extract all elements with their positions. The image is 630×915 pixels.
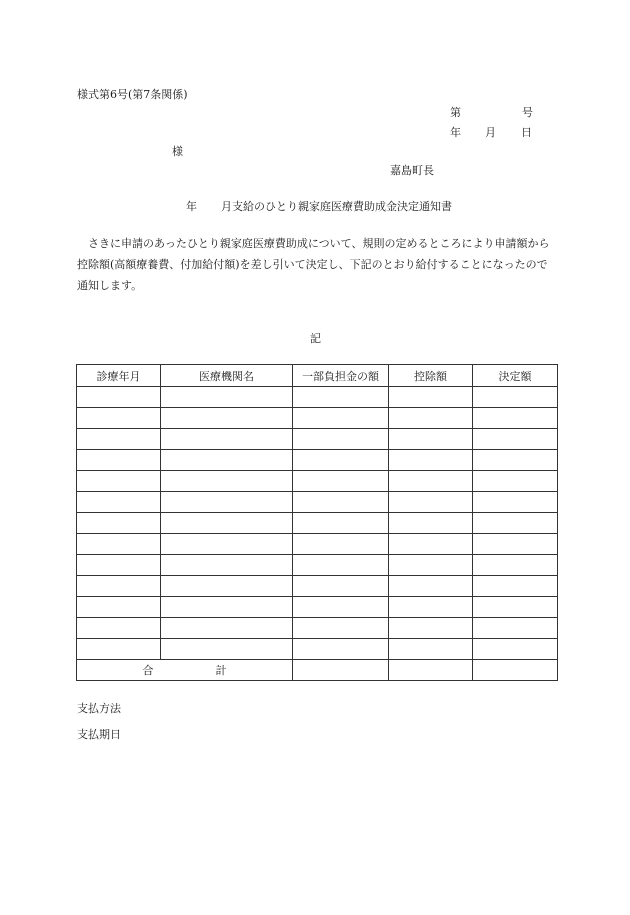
total-decided-cell[interactable] bbox=[473, 660, 558, 681]
cell-decided-amount[interactable] bbox=[473, 639, 558, 660]
cell-copayment[interactable] bbox=[293, 471, 389, 492]
cell-copayment[interactable] bbox=[293, 618, 389, 639]
cell-institution[interactable] bbox=[161, 555, 293, 576]
cell-copayment[interactable] bbox=[293, 408, 389, 429]
cell-copayment[interactable] bbox=[293, 639, 389, 660]
cell-treatment-month[interactable] bbox=[77, 492, 161, 513]
payment-method-label: 支払方法 bbox=[77, 702, 121, 715]
cell-institution[interactable] bbox=[161, 513, 293, 534]
cell-decided-amount[interactable] bbox=[473, 408, 558, 429]
cell-deduction[interactable] bbox=[389, 513, 473, 534]
addressee-honorific: 様 bbox=[172, 145, 183, 158]
title-year: 年 bbox=[186, 200, 197, 213]
cell-deduction[interactable] bbox=[389, 450, 473, 471]
table-row bbox=[77, 576, 558, 597]
cell-copayment[interactable] bbox=[293, 576, 389, 597]
cell-treatment-month[interactable] bbox=[77, 576, 161, 597]
cell-copayment[interactable] bbox=[293, 429, 389, 450]
total-copayment-cell[interactable] bbox=[293, 660, 389, 681]
cell-decided-amount[interactable] bbox=[473, 450, 558, 471]
header-decided-amount: 決定額 bbox=[473, 365, 558, 387]
table-row bbox=[77, 492, 558, 513]
cell-copayment[interactable] bbox=[293, 534, 389, 555]
cell-deduction[interactable] bbox=[389, 387, 473, 408]
cell-deduction[interactable] bbox=[389, 618, 473, 639]
date-month-label: 月 bbox=[485, 126, 496, 139]
cell-copayment[interactable] bbox=[293, 597, 389, 618]
cell-treatment-month[interactable] bbox=[77, 639, 161, 660]
cell-deduction[interactable] bbox=[389, 492, 473, 513]
header-institution: 医療機関名 bbox=[161, 365, 293, 387]
cell-deduction[interactable] bbox=[389, 408, 473, 429]
cell-treatment-month[interactable] bbox=[77, 450, 161, 471]
document-number-suffix: 号 bbox=[522, 106, 533, 119]
table-row bbox=[77, 618, 558, 639]
cell-institution[interactable] bbox=[161, 618, 293, 639]
cell-institution[interactable] bbox=[161, 450, 293, 471]
cell-institution[interactable] bbox=[161, 576, 293, 597]
cell-copayment[interactable] bbox=[293, 387, 389, 408]
table-row bbox=[77, 471, 558, 492]
cell-institution[interactable] bbox=[161, 429, 293, 450]
ki-heading: 記 bbox=[310, 332, 321, 345]
cell-decided-amount[interactable] bbox=[473, 555, 558, 576]
cell-copayment[interactable] bbox=[293, 555, 389, 576]
cell-treatment-month[interactable] bbox=[77, 408, 161, 429]
cell-institution[interactable] bbox=[161, 534, 293, 555]
cell-deduction[interactable] bbox=[389, 471, 473, 492]
cell-decided-amount[interactable] bbox=[473, 429, 558, 450]
cell-institution[interactable] bbox=[161, 639, 293, 660]
cell-treatment-month[interactable] bbox=[77, 555, 161, 576]
table-total-row bbox=[77, 660, 558, 681]
cell-treatment-month[interactable] bbox=[77, 387, 161, 408]
header-copayment: 一部負担金の額 bbox=[293, 365, 389, 387]
table-row bbox=[77, 513, 558, 534]
payment-detail-table bbox=[76, 364, 558, 681]
payment-date-label: 支払期日 bbox=[77, 728, 121, 741]
cell-treatment-month[interactable] bbox=[77, 429, 161, 450]
total-label: 合 計 bbox=[77, 660, 293, 681]
cell-treatment-month[interactable] bbox=[77, 534, 161, 555]
cell-deduction[interactable] bbox=[389, 597, 473, 618]
cell-copayment[interactable] bbox=[293, 492, 389, 513]
table-row bbox=[77, 597, 558, 618]
title-text: 月支給のひとり親家庭医療費助成金決定通知書 bbox=[221, 200, 452, 213]
cell-treatment-month[interactable] bbox=[77, 597, 161, 618]
date-day-label: 日 bbox=[521, 126, 532, 139]
form-number-label: 様式第6号(第7条関係) bbox=[77, 88, 188, 101]
cell-institution[interactable] bbox=[161, 492, 293, 513]
cell-copayment[interactable] bbox=[293, 450, 389, 471]
cell-deduction[interactable] bbox=[389, 639, 473, 660]
document-title bbox=[186, 198, 452, 214]
cell-copayment[interactable] bbox=[293, 513, 389, 534]
date-year-label: 年 bbox=[450, 126, 461, 139]
cell-decided-amount[interactable] bbox=[473, 534, 558, 555]
header-deduction: 控除額 bbox=[389, 365, 473, 387]
cell-deduction[interactable] bbox=[389, 555, 473, 576]
cell-decided-amount[interactable] bbox=[473, 492, 558, 513]
cell-decided-amount[interactable] bbox=[473, 576, 558, 597]
cell-institution[interactable] bbox=[161, 597, 293, 618]
cell-treatment-month[interactable] bbox=[77, 471, 161, 492]
cell-deduction[interactable] bbox=[389, 534, 473, 555]
table-row bbox=[77, 639, 558, 660]
issuer-name: 嘉島町長 bbox=[390, 164, 434, 177]
table-row bbox=[77, 555, 558, 576]
cell-decided-amount[interactable] bbox=[473, 387, 558, 408]
cell-treatment-month[interactable] bbox=[77, 618, 161, 639]
cell-treatment-month[interactable] bbox=[77, 513, 161, 534]
cell-decided-amount[interactable] bbox=[473, 618, 558, 639]
table-row bbox=[77, 429, 558, 450]
notice-body: さきに申請のあったひとり親家庭医療費助成について、規則の定めるところにより申請額から控除額(高額療養費、付加給付額)を差し引いて決定し、下記のとおり給付することになったので通知します。 bbox=[77, 237, 550, 292]
cell-decided-amount[interactable] bbox=[473, 597, 558, 618]
table-row bbox=[77, 387, 558, 408]
table-row bbox=[77, 534, 558, 555]
cell-decided-amount[interactable] bbox=[473, 513, 558, 534]
cell-deduction[interactable] bbox=[389, 429, 473, 450]
total-deduction-cell[interactable] bbox=[389, 660, 473, 681]
cell-institution[interactable] bbox=[161, 471, 293, 492]
table-row bbox=[77, 450, 558, 471]
cell-institution[interactable] bbox=[161, 408, 293, 429]
table-row bbox=[77, 408, 558, 429]
table-header-row bbox=[77, 365, 558, 387]
cell-deduction[interactable] bbox=[389, 576, 473, 597]
cell-institution[interactable] bbox=[161, 387, 293, 408]
header-treatment-month: 診療年月 bbox=[77, 365, 161, 387]
cell-decided-amount[interactable] bbox=[473, 471, 558, 492]
document-number-prefix: 第 bbox=[450, 106, 461, 119]
